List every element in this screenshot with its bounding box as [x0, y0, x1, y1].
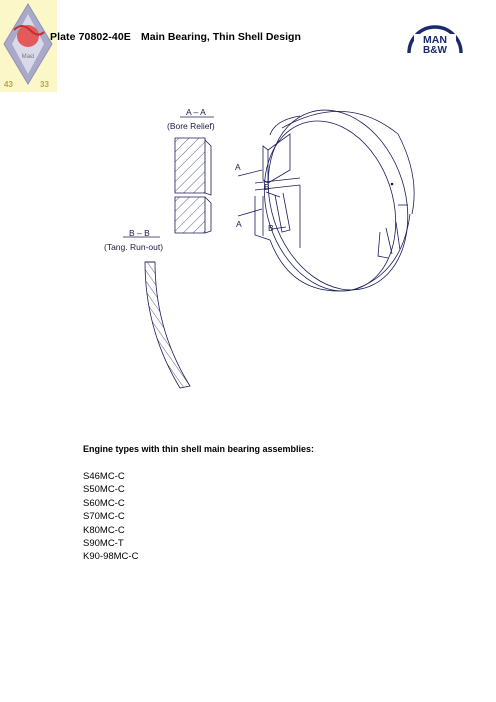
- list-item: K80MC-C: [83, 524, 125, 536]
- stamp-text: Маєі: [21, 54, 35, 60]
- list-item: K90-98MC-C: [83, 551, 139, 563]
- page-title: Main Bearing, Thin Shell Design: [141, 31, 301, 43]
- marker-b-lower: B: [268, 223, 274, 233]
- marker-a-upper: A: [235, 162, 241, 172]
- plate-number: Plate 70802-40E: [50, 31, 131, 43]
- stamp-left-number: 43: [4, 80, 13, 89]
- section-aa-label: A – A: [186, 107, 206, 117]
- section-aa-note: (Bore Relief): [167, 121, 215, 131]
- engine-list: [83, 470, 138, 564]
- list-item: S70MC-C: [83, 511, 125, 523]
- list-item: S46MC-C: [83, 471, 125, 482]
- section-bb-note: (Tang. Run-out): [104, 242, 164, 252]
- logo-line2: B&W: [423, 45, 447, 54]
- list-item: S50MC-C: [83, 484, 125, 496]
- marker-a-lower: A: [236, 219, 242, 229]
- engine-list-title: Engine types with thin shell main bearing assemblies:: [83, 444, 315, 454]
- section-bb-label: B – B: [129, 228, 150, 238]
- list-item: S90MC-T: [83, 538, 124, 550]
- logo-line1: MAN: [423, 34, 447, 46]
- stamp-right-number: 33: [40, 80, 49, 89]
- marker-b-upper: B: [264, 182, 270, 192]
- list-item: S60MC-C: [83, 497, 125, 509]
